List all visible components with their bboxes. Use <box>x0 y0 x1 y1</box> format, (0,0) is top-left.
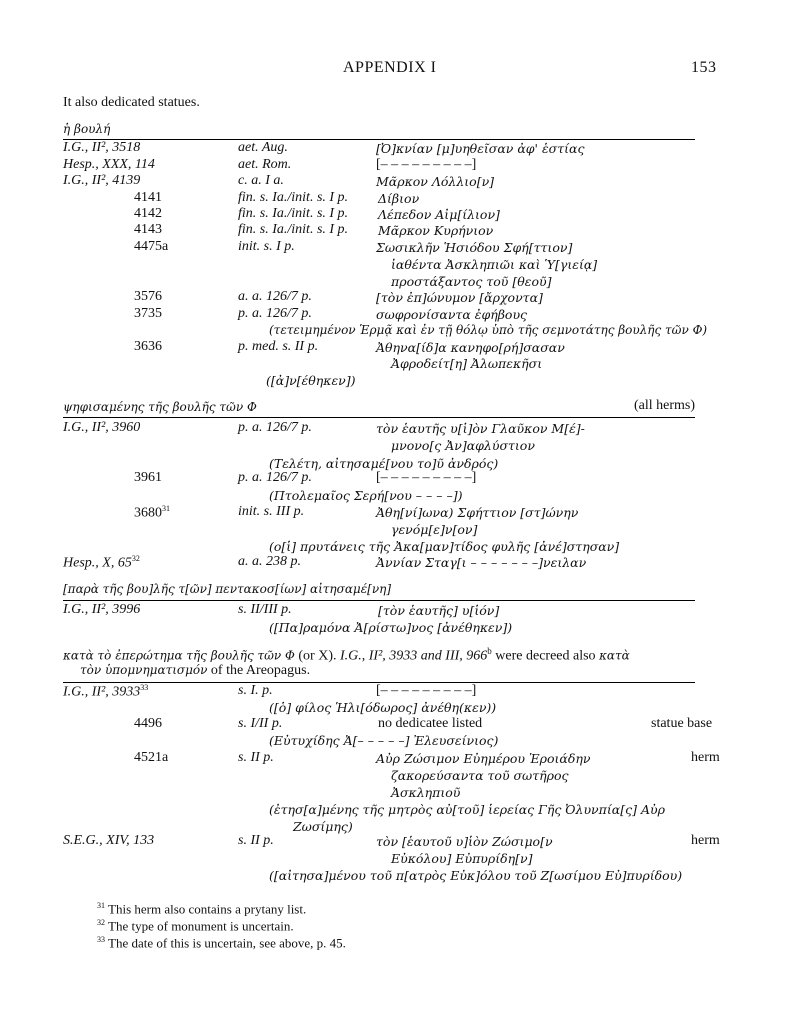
inscription-text: τὸν ἑαυτῆς υ[ἱ]ὸν Γλαῦκον Μ[έ]- <box>376 421 585 436</box>
monument-type: statue base <box>651 716 713 731</box>
inscription-text: no dedicatee listed <box>378 716 483 731</box>
inscription-text: Μᾶρκον Λόλλιο[ν] <box>376 174 495 189</box>
inscription-text-line: ἰαθέντα Ἀσκληπιῶι καὶ Ὑ[γιείᾳ] <box>391 257 598 272</box>
inscription-date: p. med. s. II p. <box>238 339 319 354</box>
inscription-number: 3735 <box>134 306 162 321</box>
inscription-number <box>134 504 170 522</box>
inscription-text: Σωσικλῆν Ἡσιόδου Σφή[ττιον] <box>376 240 573 255</box>
inscription-date: fin. s. Ia./init. s. I p. <box>238 222 349 237</box>
intro-text: It also dedicated statues. <box>63 95 200 110</box>
inscription-ref: I.G., II², 3960 <box>63 420 141 435</box>
inscription-ref: I.G., II², 4139 <box>63 173 141 188</box>
inscription-ref <box>63 683 148 701</box>
inscription-date: p. a. 126/7 p. <box>238 420 312 435</box>
inscription-date: init. s. I p. <box>238 239 295 254</box>
inscription-text: τὸν [ἑαυτοῦ υ]ἱὸν Ζώσιμο[ν <box>376 834 553 849</box>
inscription-text: [– – – – – – – – –] <box>376 470 477 485</box>
inscription-text-line: γενόμ[ε]ν[ον] <box>391 522 478 537</box>
inscription-ref: I.G., II², 3518 <box>63 140 141 155</box>
footnote-text: The date of this is uncertain, see above, p. 45. <box>108 935 346 951</box>
footnote-text: The type of monument is uncertain. <box>108 918 294 934</box>
running-title: APPENDIX I <box>343 59 437 76</box>
heading-tail: were decreed also <box>491 648 600 664</box>
inscription-number: 4142 <box>134 206 162 221</box>
heading-mid: (or X). <box>294 648 340 664</box>
inscription-date: fin. s. Ia./init. s. I p. <box>238 190 349 205</box>
inscription-date: s. I/II p. <box>238 716 283 731</box>
inscription-date: s. II p. <box>238 833 274 848</box>
inscription-number: 3961 <box>134 470 162 485</box>
heading-ref: I.G., II², 3933 and III, 966 <box>340 648 488 664</box>
section-rule <box>63 600 695 601</box>
inscription-number: 4521a <box>134 750 169 765</box>
inscription-text-line: μνονο[ς Ἀν]αφλύστιον <box>391 438 535 453</box>
inscription-ref-value: I.G., II², 3933 <box>63 684 141 700</box>
inscription-dedicator: ([αἰτησα]μένου τοῦ π[ατρὸς Εὐκ]όλου τοῦ Ζ[ωσίμου Εὐ]πυρίδου) <box>269 868 683 883</box>
inscription-date: c. a. I a. <box>238 173 284 188</box>
footnote <box>97 935 346 951</box>
inscription-ref-value: Hesp., X, 65 <box>63 555 132 571</box>
footnote-ref: 32 <box>131 554 140 563</box>
monument-type: herm <box>691 833 720 848</box>
inscription-dedicator: (ἐτησ[α]μένης τῆς μητρὸς αὐ[τοῦ] ἱερείας Γῆς Ὀλυνπία[ς] Αὐρ <box>269 802 665 817</box>
inscription-text: [τὸν ἑαυτῆς] υ[ἱόν] <box>378 603 500 618</box>
section-rule <box>63 139 695 140</box>
inscription-ref: I.G., II², 3996 <box>63 602 141 617</box>
footnote-ref: 31 <box>162 504 170 513</box>
inscription-date: init. s. III p. <box>238 504 305 519</box>
inscription-dedicator: (Τελέτη, αἰτησαμέ[νου το]ῦ ἀνδρός) <box>269 456 499 471</box>
inscription-ref: Hesp., XXX, 114 <box>63 157 155 172</box>
inscription-text: σωφρονίσαντα ἐφήβους <box>376 307 528 322</box>
inscription-dedicator: (τετειμημένον Ἑρμᾷ καὶ ἐν τῇ θόλῳ ὑπὸ τῆς σεμνοτάτης βουλῆς τῶν Φ) <box>269 323 708 337</box>
heading-line2-tail: of the Areopagus. <box>207 663 311 678</box>
inscription-date: s. II/III p. <box>238 602 292 617</box>
inscription-date: p. a. 126/7 p. <box>238 470 312 485</box>
inscription-date: s. II p. <box>238 750 274 765</box>
footnote-number: 31 <box>97 901 105 910</box>
page-number: 153 <box>691 59 717 76</box>
section-note: (all herms) <box>634 398 696 413</box>
inscription-text: [τὸν ἐπ]ώνυμον [ἄρχοντα] <box>376 290 543 305</box>
inscription-number: 4143 <box>134 222 162 237</box>
inscription-text: Ἀθη[νί]ωνα) Σφήττιον [στ]ώνην <box>376 505 579 520</box>
heading-sup: b <box>487 646 492 656</box>
inscription-number: 4475a <box>134 239 169 254</box>
inscription-text-line: Ἀφροδείτ[η] Ἀλωπεκῆσι <box>391 356 543 371</box>
inscription-text-line: ζακορεύσαντα τοῦ σωτῆρος <box>391 768 569 783</box>
inscription-ref <box>63 554 140 572</box>
section-heading-line2 <box>80 663 310 679</box>
inscription-text: Λέπεδον Αἰμ[ίλιον] <box>378 207 500 222</box>
footnote-number: 33 <box>97 935 105 944</box>
section-heading: [παρὰ τῆς βου]λῆς τ[ῶν] πεντακοσ[ίων] αἰτησαμέ[νη] <box>63 582 392 596</box>
inscription-number: 4141 <box>134 190 162 205</box>
inscription-text-line: Ἀσκληπιοῦ <box>391 785 461 800</box>
inscription-text-line: Εὐκόλου] Εὐπυρίδη[ν] <box>391 851 533 866</box>
inscription-text: [– – – – – – – – –] <box>376 683 477 698</box>
inscription-dedicator: (Πτολεμαῖος Σερή[νου – – – –]) <box>269 488 463 503</box>
inscription-dedicator: ([Πα]ραμόνα Ἀ[ρίστω]νος [ἀνέθηκεν]) <box>269 620 513 635</box>
inscription-text: Αὐρ Ζώσιμον Εὐημέρου Ἐροιάδην <box>376 751 591 766</box>
inscription-text: [Ὀ]κνίαν [μ]υηθεῖσαν ἀφ' ἑστίας <box>376 141 585 156</box>
footnote-text: This herm also contains a prytany list. <box>108 901 307 917</box>
inscription-dedicator-line: Ζωσίμης) <box>293 819 353 834</box>
inscription-dedicator: (ο[ἱ] πρυτάνεις τῆς Ἀκα[μαν]τίδος φυλῆς [ἀνέ]στησαν] <box>269 539 620 554</box>
footnote-ref: 33 <box>140 683 149 692</box>
inscription-date: p. a. 126/7 p. <box>238 306 312 321</box>
inscription-text: [– – – – – – – – –] <box>376 157 477 172</box>
inscription-ref: S.E.G., XIV, 133 <box>63 833 155 848</box>
inscription-number: 3576 <box>134 289 162 304</box>
inscription-text: Δίβιον <box>378 191 420 206</box>
footnote <box>97 918 294 934</box>
inscription-date: fin. s. Ia./init. s. I p. <box>238 206 349 221</box>
inscription-text: Ἀννίαν Σταγ[ι – – – – – – –]νειλαν <box>376 555 587 570</box>
heading-greek: κατὰ τὸ ἐπερώτημα τῆς βουλῆς τῶν Φ <box>63 648 295 663</box>
footnote-number: 32 <box>97 918 105 927</box>
inscription-date: a. a. 238 p. <box>238 554 301 569</box>
monument-type: herm <box>691 750 720 765</box>
section-heading: ψηφισαμένης τῆς βουλῆς τῶν Φ <box>63 400 257 414</box>
inscription-text: Ἀθηνα[ίδ]α κανηφο[ρή]σασαν <box>376 340 565 355</box>
inscription-number-value: 3680 <box>134 505 162 521</box>
inscription-number: 4496 <box>134 716 162 731</box>
inscription-dedicator: ([ὁ] φίλος Ἡλι[όδωρος] ἀνέθη(κεν)) <box>269 700 497 715</box>
inscription-dedicator: ([ἀ]ν[έθηκεν]) <box>266 373 356 388</box>
section-heading <box>63 646 630 665</box>
section-heading: ἡ βουλή <box>63 122 111 136</box>
inscription-text: Μᾶρκον Κυρήνιον <box>378 223 494 238</box>
inscription-date: a. a. 126/7 p. <box>238 289 312 304</box>
inscription-date: aet. Rom. <box>238 157 292 172</box>
heading-greek-2: κατὰ <box>599 648 630 663</box>
section-rule <box>63 417 695 418</box>
inscription-text-line: προστάξαντος τοῦ [θεοῦ] <box>391 274 552 289</box>
heading-greek-3: τὸν ὑπομνηματισμόν <box>80 663 208 677</box>
inscription-date: aet. Aug. <box>238 140 288 155</box>
inscription-number: 3636 <box>134 339 162 354</box>
inscription-date: s. I. p. <box>238 683 273 698</box>
inscription-dedicator: (Εὐτυχίδης Ἀ[– – – – –] Ἐλευσείνιος) <box>269 733 499 748</box>
footnote <box>97 901 306 917</box>
